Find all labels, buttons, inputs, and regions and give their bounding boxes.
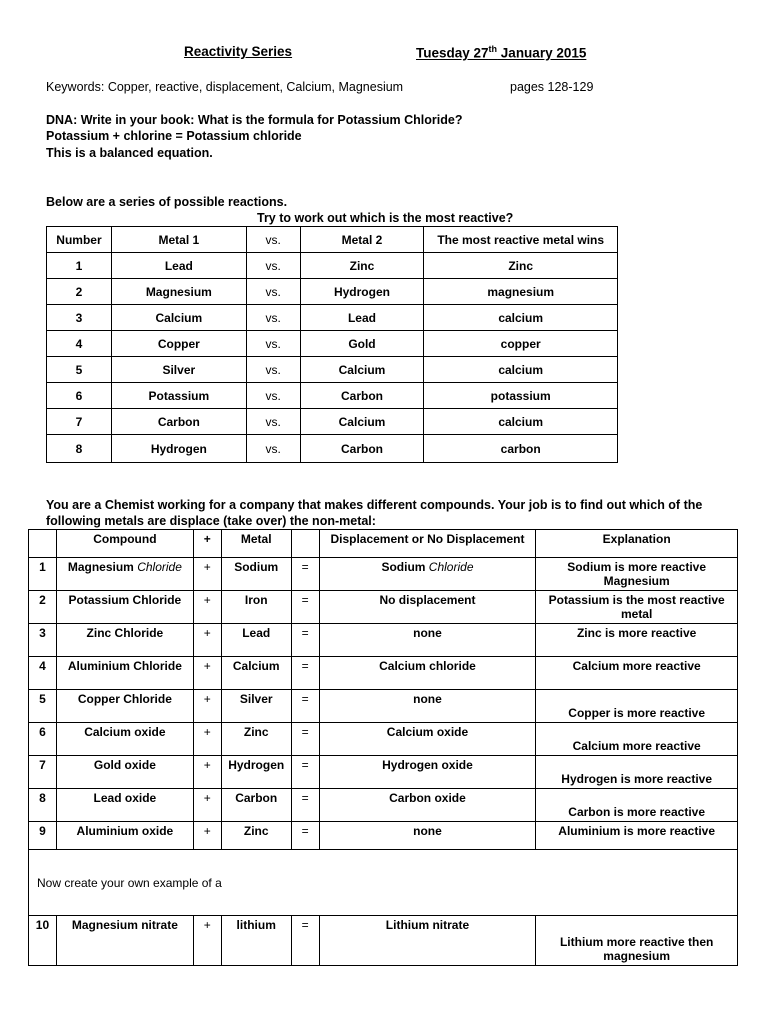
cell-equals: =: [291, 624, 319, 657]
cell-result: none: [319, 822, 536, 850]
cell-compound: Aluminium oxide: [56, 822, 193, 850]
table-row: [47, 253, 618, 279]
cell-winner: calcium: [424, 357, 618, 383]
table-row: [29, 822, 738, 850]
cell-explanation: Calcium more reactive: [536, 657, 738, 690]
cell-winner: magnesium: [424, 279, 618, 305]
cell-num: 6: [29, 723, 57, 756]
cell-metal-1: Silver: [111, 357, 246, 383]
cell-vs: vs.: [246, 383, 300, 409]
section1-question: Try to work out which is the most reactive?: [257, 211, 514, 225]
keywords-line: Keywords: Copper, reactive, displacement, Calcium, Magnesium: [46, 80, 404, 94]
header-plus: +: [193, 530, 221, 558]
cell-explanation: Copper is more reactive: [536, 690, 738, 723]
cell-plus: +: [193, 657, 221, 690]
cell-vs: vs.: [246, 253, 300, 279]
cell-num: 8: [29, 789, 57, 822]
table-header-row: [29, 530, 738, 558]
cell-num: 4: [29, 657, 57, 690]
cell-result: [319, 558, 536, 591]
table-row: [29, 624, 738, 657]
table-header-row: [47, 227, 618, 253]
cell-metal: Calcium: [221, 657, 291, 690]
cell-number: 3: [47, 305, 112, 331]
cell-metal-1: Carbon: [111, 409, 246, 435]
cell-winner: calcium: [424, 409, 618, 435]
displacement-table: [28, 529, 738, 966]
cell-number: 4: [47, 331, 112, 357]
cell-plus: +: [193, 822, 221, 850]
cell-plus: +: [193, 723, 221, 756]
cell-equals: =: [291, 822, 319, 850]
date-prefix: Tuesday 27: [416, 45, 489, 61]
table-row: [47, 409, 618, 435]
cell-plus: +: [193, 558, 221, 591]
cell-metal-1: Lead: [111, 253, 246, 279]
cell-result: none: [319, 690, 536, 723]
cell-compound: Magnesium nitrate: [56, 916, 193, 966]
cell-winner: Zinc: [424, 253, 618, 279]
cell-metal: Silver: [221, 690, 291, 723]
table-row: [47, 357, 618, 383]
cell-equals: =: [291, 558, 319, 591]
cell-winner: calcium: [424, 305, 618, 331]
cell-equals: =: [291, 657, 319, 690]
section1-intro: Below are a series of possible reactions.: [46, 195, 288, 209]
cell-metal-2: Hydrogen: [300, 279, 424, 305]
cell-winner: potassium: [424, 383, 618, 409]
dna-line-3: This is a balanced equation.: [46, 146, 213, 160]
cell-compound: Aluminium Chloride: [56, 657, 193, 690]
cell-vs: vs.: [246, 409, 300, 435]
cell-plus: +: [193, 756, 221, 789]
cell-equals: =: [291, 591, 319, 624]
cell-number: 2: [47, 279, 112, 305]
cell-metal: Hydrogen: [221, 756, 291, 789]
cell-equals: =: [291, 789, 319, 822]
cell-compound: Lead oxide: [56, 789, 193, 822]
cell-explanation: Sodium is more reactive Magnesium: [536, 558, 738, 591]
cell-plus: +: [193, 624, 221, 657]
header-displacement: Displacement or No Displacement: [319, 530, 536, 558]
cell-result: No displacement: [319, 591, 536, 624]
cell-vs: vs.: [246, 331, 300, 357]
dna-line-2: Potassium + chlorine = Potassium chloride: [46, 129, 302, 143]
cell-explanation: Calcium more reactive: [536, 723, 738, 756]
cell-num: 3: [29, 624, 57, 657]
cell-plus: +: [193, 690, 221, 723]
table-row: [47, 331, 618, 357]
cell-metal-1: Potassium: [111, 383, 246, 409]
cell-metal-2: Calcium: [300, 357, 424, 383]
cell-vs: vs.: [246, 435, 300, 463]
cell-result: Calcium chloride: [319, 657, 536, 690]
own-example-row: [29, 850, 738, 916]
cell-plus: +: [193, 789, 221, 822]
cell-metal-2: Lead: [300, 305, 424, 331]
reactivity-table: [46, 226, 618, 463]
dna-line-1: DNA: Write in your book: What is the formula for Potassium Chloride?: [46, 113, 463, 127]
section2-intro-1: You are a Chemist working for a company that makes different compounds. Your job is to find out which of the: [46, 498, 703, 512]
cell-compound: [56, 558, 193, 591]
header-equals: [291, 530, 319, 558]
cell-result: Carbon oxide: [319, 789, 536, 822]
cell-num: 5: [29, 690, 57, 723]
cell-metal-2: Calcium: [300, 409, 424, 435]
cell-metal-1: Hydrogen: [111, 435, 246, 463]
compound-text: Magnesium: [67, 560, 138, 574]
cell-number: 5: [47, 357, 112, 383]
page-title: Reactivity Series: [184, 44, 293, 59]
cell-equals: =: [291, 916, 319, 966]
cell-plus: +: [193, 916, 221, 966]
cell-winner: carbon: [424, 435, 618, 463]
table-row: [29, 723, 738, 756]
cell-num: 10: [29, 916, 57, 966]
table-row: [47, 383, 618, 409]
cell-number: 7: [47, 409, 112, 435]
date-sup: th: [488, 44, 498, 54]
table-row: [29, 756, 738, 789]
cell-explanation: Potassium is the most reactive metal: [536, 591, 738, 624]
cell-num: 9: [29, 822, 57, 850]
cell-winner: copper: [424, 331, 618, 357]
cell-equals: =: [291, 723, 319, 756]
cell-compound: Potassium Chloride: [56, 591, 193, 624]
cell-compound: Zinc Chloride: [56, 624, 193, 657]
cell-compound: Copper Chloride: [56, 690, 193, 723]
cell-metal-1: Calcium: [111, 305, 246, 331]
header-num: [29, 530, 57, 558]
cell-plus: +: [193, 591, 221, 624]
cell-explanation: Hydrogen is more reactive: [536, 756, 738, 789]
cell-vs: vs.: [246, 357, 300, 383]
header-metal-1: Metal 1: [111, 227, 246, 253]
cell-result: Hydrogen oxide: [319, 756, 536, 789]
page-date: [416, 44, 586, 61]
cell-metal: Iron: [221, 591, 291, 624]
cell-metal-2: Carbon: [300, 383, 424, 409]
table-row: [47, 435, 618, 463]
table-row: [29, 789, 738, 822]
cell-num: 2: [29, 591, 57, 624]
cell-num: 1: [29, 558, 57, 591]
cell-vs: vs.: [246, 279, 300, 305]
cell-num: 7: [29, 756, 57, 789]
pages-ref: pages 128-129: [510, 80, 594, 94]
cell-metal: Lead: [221, 624, 291, 657]
table-row: [29, 916, 738, 966]
table-row: [29, 690, 738, 723]
cell-compound: Gold oxide: [56, 756, 193, 789]
header-compound: Compound: [56, 530, 193, 558]
cell-metal: Carbon: [221, 789, 291, 822]
cell-explanation: Aluminium is more reactive: [536, 822, 738, 850]
table-row: [29, 591, 738, 624]
cell-metal-1: Magnesium: [111, 279, 246, 305]
cell-metal: Zinc: [221, 723, 291, 756]
cell-equals: =: [291, 690, 319, 723]
cell-metal: Sodium: [221, 558, 291, 591]
cell-metal-2: Zinc: [300, 253, 424, 279]
cell-metal-2: Gold: [300, 331, 424, 357]
result-text: Sodium: [381, 560, 429, 574]
table-row: [29, 558, 738, 591]
cell-number: 1: [47, 253, 112, 279]
result-italic: Chloride: [428, 560, 474, 574]
cell-equals: =: [291, 756, 319, 789]
table-row: [47, 279, 618, 305]
header-explanation: Explanation: [536, 530, 738, 558]
header-metal-2: Metal 2: [300, 227, 424, 253]
table-row: [29, 657, 738, 690]
compound-italic: Chloride: [137, 560, 182, 574]
own-example-prompt: Now create your own example of a: [29, 850, 738, 916]
header-vs: vs.: [246, 227, 300, 253]
header-metal: Metal: [221, 530, 291, 558]
cell-explanation: Lithium more reactive then magnesium: [536, 916, 738, 966]
cell-explanation: Carbon is more reactive: [536, 789, 738, 822]
header-number: Number: [47, 227, 112, 253]
table-row: [47, 305, 618, 331]
cell-metal-2: Carbon: [300, 435, 424, 463]
cell-compound: Calcium oxide: [56, 723, 193, 756]
header-winner: The most reactive metal wins: [424, 227, 618, 253]
cell-metal: Zinc: [221, 822, 291, 850]
section2-intro-2: following metals are displace (take over) the non-metal:: [46, 514, 376, 528]
cell-number: 8: [47, 435, 112, 463]
date-suffix: January 2015: [497, 45, 587, 61]
cell-metal: lithium: [221, 916, 291, 966]
cell-number: 6: [47, 383, 112, 409]
cell-vs: vs.: [246, 305, 300, 331]
cell-explanation: Zinc is more reactive: [536, 624, 738, 657]
cell-result: none: [319, 624, 536, 657]
cell-metal-1: Copper: [111, 331, 246, 357]
cell-result: Calcium oxide: [319, 723, 536, 756]
cell-result: Lithium nitrate: [319, 916, 536, 966]
